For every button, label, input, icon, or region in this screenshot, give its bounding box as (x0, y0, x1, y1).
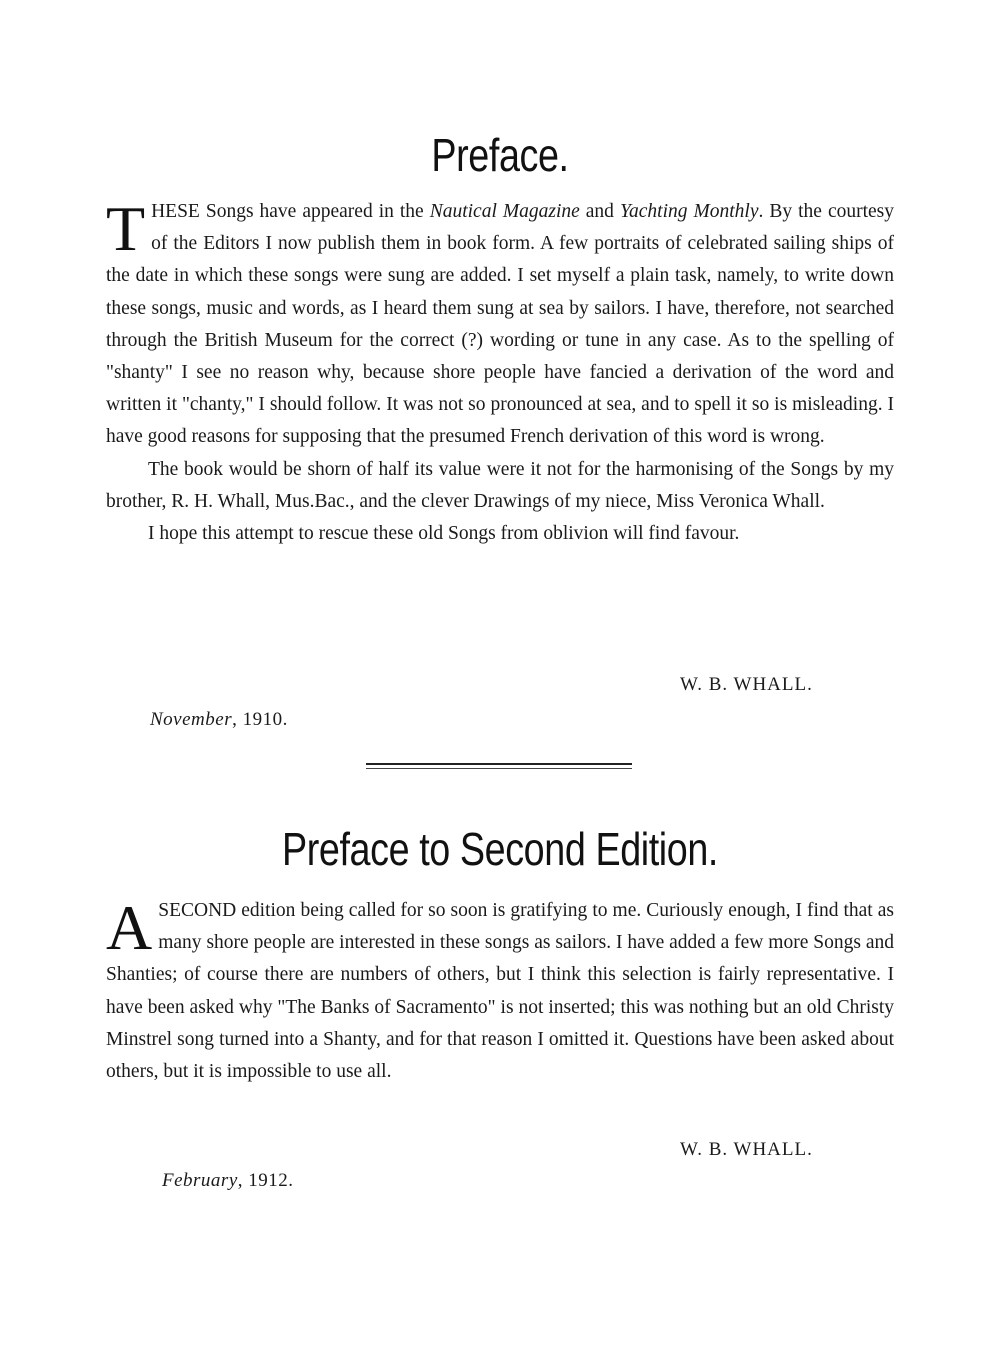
preface-paragraph-1 (106, 193, 895, 454)
preface-p1-part-c: . By the courtesy of the Editors I now publish them in book form. A few portraits of celebrated sailing ships of the date in which these songs were sung are added. I set myself a plain task, namely, to write down these songs, music and words, as I heard them sung at sea by sailors. I have, therefore, not searched through the British Museum for the correct (?) wording or tune in any case. As to the spelling of "shanty" I see no reason why, because shore people have fancied a derivation of the word and written it "chanty," I should follow. It was not so pronounced at sea, and to spell it so is misleading. I have good reasons for supposing that the presumed French derivation of this word is wrong. (106, 201, 895, 448)
preface-signature: W. B. WHALL. (680, 674, 813, 695)
preface-date-year: , 1910. (232, 709, 288, 730)
preface-p1-part-a: HESE Songs have appeared in the (151, 201, 430, 222)
second-edition-date-month: February (162, 1170, 238, 1191)
section-divider-thin (366, 768, 632, 769)
section-divider (366, 763, 632, 765)
preface-date (150, 709, 288, 731)
second-edition-drop-cap: A (106, 892, 153, 963)
preface-date-month: November (150, 709, 233, 730)
second-edition-date (162, 1170, 294, 1192)
magazine-title-nautical: Nautical Magazine (429, 201, 580, 222)
preface-p1-part-b: and (579, 201, 620, 222)
second-edition-title: Preface to Second Edition. (282, 823, 718, 875)
preface-body (106, 193, 895, 550)
preface-drop-cap: T (106, 193, 146, 264)
second-edition-body (106, 892, 894, 1088)
second-edition-signature: W. B. WHALL. (680, 1139, 813, 1160)
preface-title: Preface. (431, 129, 569, 181)
second-edition-date-year: , 1912. (237, 1170, 294, 1191)
second-edition-p1-text: SECOND edition being called for so soon is gratifying to me. Curiously enough, I find that as many shore people are interested in these songs as sailors. I have added a few more Songs and Shanties; of course there are numbers of others, but I think this selection is fairly representative. I have been asked why "The Banks of Sacramento" is not inserted; this was nothing but an old Christy Minstrel song turned into a Shanty, and for that reason I omitted it. Questions have been asked about others, but it is impossible to use all. (106, 900, 894, 1083)
preface-paragraph-2: The book would be shorn of half its value were it not for the harmonising of the Songs by my brother, R. H. Whall, Mus.Bac., and the clever Drawings of my niece, Miss Veronica Whall. (106, 458, 894, 512)
second-edition-paragraph-1 (106, 892, 894, 1088)
preface-paragraph-3: I hope this attempt to rescue these old Songs from oblivion will find favour. (148, 523, 740, 545)
magazine-title-yachting: Yachting Monthly (619, 201, 759, 222)
